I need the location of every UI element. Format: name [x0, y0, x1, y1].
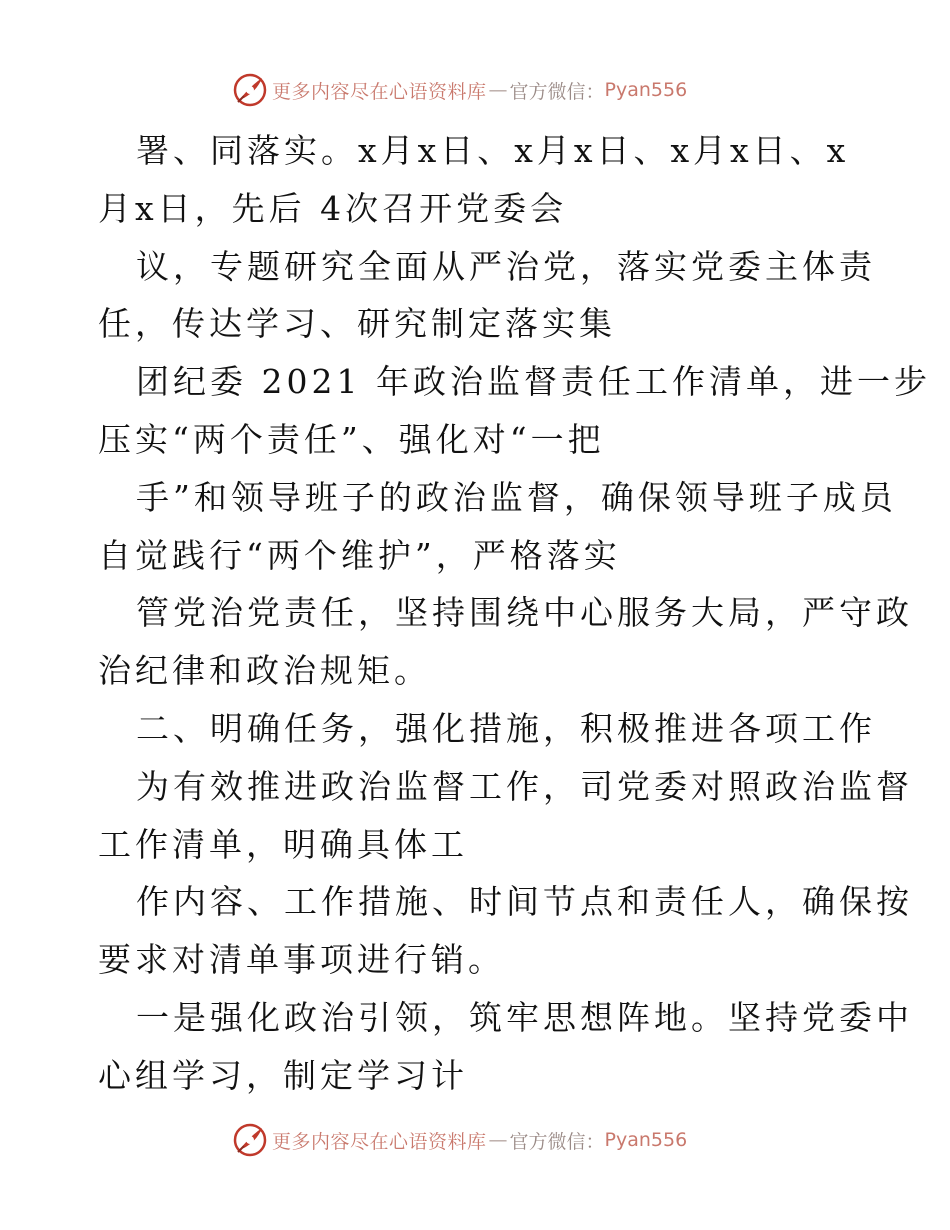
text-line: 作内容、工作措施、时间节点和责任人，确保按 — [136, 882, 913, 922]
header-watermark — [232, 70, 687, 110]
watermark-account: Pyan556 — [604, 1129, 688, 1151]
quill-pen-logo-icon — [232, 72, 268, 108]
text-line: 团纪委 2021 年政治监督责任工作清单，进一步 — [136, 362, 931, 402]
watermark-label: 官方微信： — [509, 1130, 605, 1153]
watermark-text: 更多内容尽在心语资料库 — [272, 80, 487, 103]
watermark-dash: — — [488, 79, 508, 101]
text-line: 要求对清单事项进行销。 — [98, 940, 505, 980]
text-line: 治纪律和政治规矩。 — [98, 651, 431, 691]
text-line: 为有效推进政治监督工作，司党委对照政治监督 — [136, 766, 913, 806]
document-body — [98, 122, 931, 1105]
text-line: 心组学习，制定学习计 — [98, 1055, 468, 1095]
text-line: 工作清单，明确具体工 — [98, 824, 468, 864]
footer-watermark — [232, 1120, 687, 1160]
text-line: 手”和领导班子的政治监督，确保领导班子成员 — [136, 477, 897, 517]
watermark-dash: — — [488, 1129, 508, 1151]
text-line: 自觉践行“两个维护”，严格落实 — [98, 535, 621, 575]
watermark-label: 官方微信： — [509, 80, 605, 103]
text-line: 署、同落实。x月x日、x月x日、x月x日、x — [136, 131, 850, 170]
text-line: 管党治党责任，坚持围绕中心服务大局，严守政 — [136, 593, 913, 633]
quill-pen-logo-icon — [232, 1122, 268, 1158]
text-line: 二、明确任务，强化措施，积极推进各项工作 — [136, 708, 876, 748]
text-line: 月x日，先后 4次召开党委会 — [98, 188, 568, 228]
text-line: 一是强化政治引领，筑牢思想阵地。坚持党委中 — [136, 997, 913, 1037]
watermark-account: Pyan556 — [604, 79, 688, 101]
text-line: 任，传达学习、研究制定落实集 — [98, 304, 616, 344]
watermark-text: 更多内容尽在心语资料库 — [272, 1130, 487, 1153]
text-line: 议，专题研究全面从严治党，落实党委主体责 — [136, 246, 876, 286]
text-line: 压实“两个责任”、强化对“一把 — [98, 419, 605, 459]
